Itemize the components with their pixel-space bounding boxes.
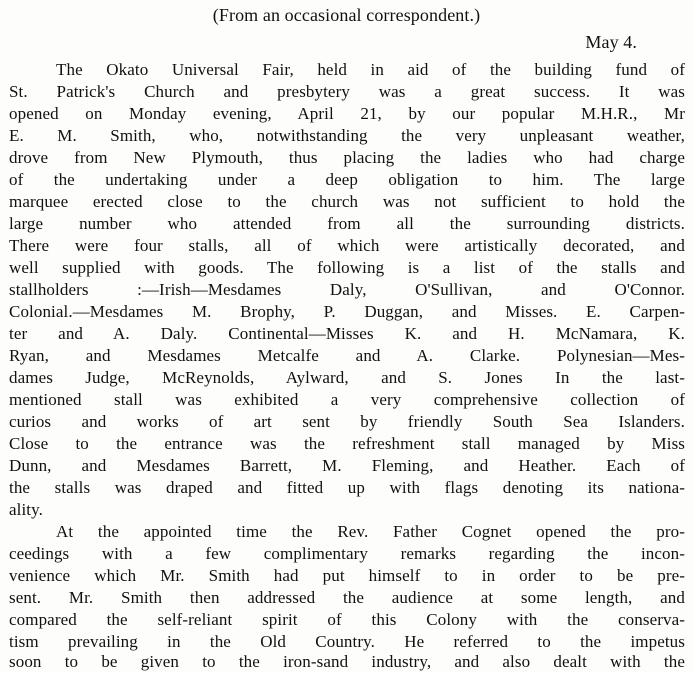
text-line: drove from New Plymouth, thus placing the ladies who had charge xyxy=(9,148,685,167)
text-line: St. Patrick's Church and presbytery was a great success. It was xyxy=(9,82,685,101)
text-line: There were four stalls, all of which were artistically decorated, and xyxy=(9,236,685,255)
dateline: May 4. xyxy=(585,32,637,52)
text-line: Colonial.—Mesdames M. Brophy, P. Duggan, and Misses. E. Carpen- xyxy=(9,302,685,321)
text-line: well supplied with goods. The following is a list of the stalls and xyxy=(9,258,685,277)
text-line: mentioned stall was exhibited a very comprehensive collection of xyxy=(9,390,685,409)
text-line: the stalls was draped and fitted up with flags denoting its nationa- xyxy=(9,478,685,497)
text-line: ceedings with a few complimentary remarks regarding the incon- xyxy=(9,544,685,563)
text-line: marquee erected close to the church was not sufficient to hold the xyxy=(9,192,685,211)
text-line: opened on Monday evening, April 21, by our popular M.H.R., Mr xyxy=(9,104,685,123)
text-line: curios and works of art sent by friendly South Sea Islanders. xyxy=(9,412,685,431)
text-line: of the undertaking under a deep obligation to him. The large xyxy=(9,170,685,189)
text-line: tism prevailing in the Old Country. He referred to the impetus xyxy=(9,632,685,651)
text-line: venience which Mr. Smith had put himself to in order to be pre- xyxy=(9,566,685,585)
text-line: ality. xyxy=(9,500,43,519)
text-line: stallholders :—Irish—Mesdames Daly, O'Sullivan, and O'Connor. xyxy=(9,280,685,299)
text-line: Close to the entrance was the refreshment stall managed by Miss xyxy=(9,434,685,453)
text-line: compared the self-reliant spirit of this Colony with the conserva- xyxy=(9,610,685,629)
text-line: The Okato Universal Fair, held in aid of the building fund of xyxy=(56,60,685,79)
text-line: dames Judge, McReynolds, Aylward, and S. Jones In the last- xyxy=(9,368,685,387)
text-line: ter and A. Daly. Continental—Misses K. and H. McNamara, K. xyxy=(9,324,685,343)
byline: (From an occasional correspondent.) xyxy=(212,5,481,25)
text-line: E. M. Smith, who, notwithstanding the very unpleasant weather, xyxy=(9,126,685,145)
text-line: large number who attended from all the surrounding districts. xyxy=(9,214,685,233)
text-line: Dunn, and Mesdames Barrett, M. Fleming, and Heather. Each of xyxy=(9,456,685,475)
text-line: Ryan, and Mesdames Metcalfe and A. Clarke. Polynesian—Mes- xyxy=(9,346,685,365)
text-line: At the appointed time the Rev. Father Cognet opened the pro- xyxy=(56,522,685,541)
text-line: sent. Mr. Smith then addressed the audience at some length, and xyxy=(9,588,685,607)
text-line: soon to be given to the iron-sand industry, and also dealt with the xyxy=(9,652,685,671)
